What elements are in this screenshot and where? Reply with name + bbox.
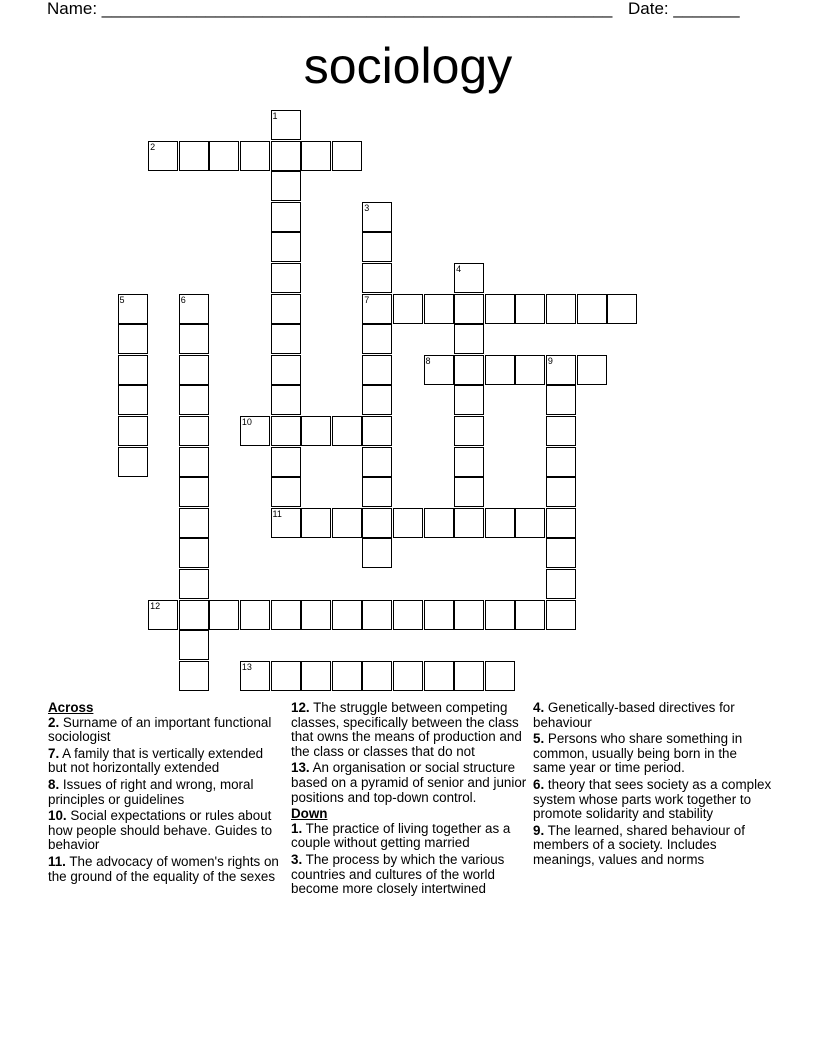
clue-text: The struggle between competing classes, specifically between the class that owns the means of production and the class or classes that do not	[291, 700, 522, 759]
grid-cell	[148, 600, 178, 630]
grid-cell	[179, 630, 209, 660]
grid-cell	[179, 324, 209, 354]
clue	[291, 761, 527, 805]
grid-cell	[332, 661, 362, 691]
clue-number: 2	[150, 141, 156, 152]
grid-cell	[362, 600, 392, 630]
across-heading: Across	[48, 700, 94, 715]
grid-cell	[424, 600, 454, 630]
grid-cell	[271, 171, 301, 201]
clue-num: 3.	[291, 851, 303, 867]
grid-cell	[454, 477, 484, 507]
grid-cell	[546, 416, 576, 446]
clue	[291, 822, 527, 851]
clue	[533, 701, 773, 730]
grid-cell	[179, 538, 209, 568]
grid-cell	[118, 447, 148, 477]
grid-cell	[179, 141, 209, 171]
clue	[533, 732, 773, 776]
clue-num: 4.	[533, 700, 545, 715]
clue	[48, 716, 284, 745]
grid-cell	[577, 355, 607, 385]
grid-cell	[546, 477, 576, 507]
clue-text: The advocacy of women's rights on the ground of the equality of the sexes	[48, 853, 279, 884]
grid-cell	[271, 263, 301, 293]
grid-cell	[424, 661, 454, 691]
grid-cell	[179, 569, 209, 599]
clue-number: 12	[150, 600, 161, 611]
grid-cell	[332, 416, 362, 446]
grid-cell	[332, 600, 362, 630]
clue-number: 6	[180, 294, 186, 305]
clue-num: 9.	[533, 822, 545, 838]
grid-cell	[301, 508, 331, 538]
grid-cell	[362, 263, 392, 293]
clue-num: 8.	[48, 776, 60, 792]
grid-cell	[118, 385, 148, 415]
clue-num: 1.	[291, 820, 303, 836]
grid-cell	[271, 141, 301, 171]
grid-cell	[362, 294, 392, 324]
clue	[48, 855, 284, 884]
clue-text: The learned, shared behaviour of members of a society. Includes meanings, values and norms	[533, 822, 745, 867]
grid-cell	[424, 294, 454, 324]
clue	[48, 778, 284, 807]
grid-cell	[393, 294, 423, 324]
clue	[48, 809, 284, 853]
grid-cell	[515, 294, 545, 324]
grid-cell	[546, 294, 576, 324]
grid-cell	[362, 447, 392, 477]
grid-cell	[332, 508, 362, 538]
grid-cell	[271, 416, 301, 446]
name-field: Name: ______________________________________________________	[47, 0, 613, 18]
grid-cell	[179, 355, 209, 385]
grid-cell	[454, 355, 484, 385]
clue-number: 9	[547, 355, 553, 366]
clues-column-3	[533, 701, 773, 870]
grid-cell	[424, 355, 454, 385]
clue-number: 4	[456, 264, 462, 274]
grid-cell	[362, 355, 392, 385]
grid-cell	[454, 447, 484, 477]
grid-cell	[271, 508, 301, 538]
grid-cell	[332, 141, 362, 171]
grid-cell	[118, 355, 148, 385]
clue-text: Issues of right and wrong, moral principles or guidelines	[48, 776, 254, 807]
grid-cell	[240, 661, 270, 691]
grid-cell	[485, 600, 515, 630]
clue	[291, 853, 527, 897]
grid-cell	[148, 141, 178, 171]
grid-cell	[271, 385, 301, 415]
clue-number: 1	[272, 111, 278, 121]
grid-cell	[271, 110, 301, 140]
grid-cell	[454, 508, 484, 538]
grid-cell	[301, 141, 331, 171]
grid-cell	[118, 294, 148, 324]
grid-cell	[271, 355, 301, 385]
grid-cell	[393, 508, 423, 538]
page-title: sociology	[303, 38, 513, 94]
grid-cell	[179, 477, 209, 507]
grid-cell	[515, 355, 545, 385]
clue-num: 7.	[48, 745, 60, 761]
grid-cell	[362, 508, 392, 538]
clue-list	[291, 701, 527, 805]
grid-cell	[362, 232, 392, 262]
grid-cell	[546, 600, 576, 630]
grid-cell	[577, 294, 607, 324]
clue-list	[291, 822, 527, 897]
grid-cell	[118, 324, 148, 354]
grid-cell	[271, 202, 301, 232]
clue-num: 10.	[48, 808, 67, 824]
clue-num: 12.	[291, 700, 310, 715]
clues-column-1	[48, 701, 284, 886]
grid-cell	[454, 661, 484, 691]
grid-cell	[240, 141, 270, 171]
grid-cell	[515, 508, 545, 538]
grid-cell	[546, 447, 576, 477]
clue	[291, 701, 527, 759]
grid-cell	[546, 385, 576, 415]
date-field: Date: _______	[628, 0, 740, 18]
clue-number: 7	[364, 294, 370, 305]
grid-cell	[271, 294, 301, 324]
grid-cell	[271, 477, 301, 507]
clue-num: 13.	[291, 760, 310, 776]
grid-cell	[301, 661, 331, 691]
clue-text: Social expectations or rules about how people should behave. Guides to behavior	[48, 808, 273, 853]
grid-cell	[362, 324, 392, 354]
grid-cell	[454, 385, 484, 415]
clue-number: 8	[425, 355, 431, 366]
grid-cell	[454, 324, 484, 354]
grid-cell	[240, 416, 270, 446]
grid-cell	[179, 416, 209, 446]
clue	[533, 824, 773, 868]
grid-cell	[179, 661, 209, 691]
grid-cell	[179, 294, 209, 324]
grid-cell	[607, 294, 637, 324]
clue-num: 5.	[533, 731, 545, 747]
clue-list	[533, 701, 773, 868]
grid-cell	[485, 294, 515, 324]
clue-text: An organisation or social structure based on a pyramid of senior and junior positions and top-down control.	[291, 760, 527, 805]
clue-text: Surname of an important functional sociologist	[48, 714, 272, 745]
grid-cell	[362, 202, 392, 232]
grid-cell	[485, 661, 515, 691]
grid-cell	[118, 416, 148, 446]
grid-cell	[485, 355, 515, 385]
grid-cell	[271, 600, 301, 630]
grid-cell	[362, 416, 392, 446]
grid-cell	[179, 508, 209, 538]
grid-cell	[393, 661, 423, 691]
grid-cell	[546, 508, 576, 538]
grid-cell	[240, 600, 270, 630]
grid-cell	[209, 141, 239, 171]
grid-cell	[546, 569, 576, 599]
clue-list	[48, 716, 284, 885]
clue-text: theory that sees society as a complex system whose parts work together to promote solidarity and stability	[533, 776, 772, 822]
clue-text: Persons who share something in common, usually being born in the same year or time period.	[533, 731, 743, 776]
grid-cell	[362, 385, 392, 415]
clue	[533, 778, 773, 822]
clue-text: The process by which the various countries and cultures of the world become more closely intertwined	[291, 851, 505, 897]
grid-cell	[271, 447, 301, 477]
grid-cell	[179, 600, 209, 630]
grid-cell	[515, 600, 545, 630]
grid-cell	[271, 661, 301, 691]
grid-cell	[179, 447, 209, 477]
grid-cell	[546, 355, 576, 385]
grid-cell	[393, 600, 423, 630]
grid-cell	[301, 600, 331, 630]
grid-cell	[271, 324, 301, 354]
clue-num: 11.	[48, 853, 66, 869]
clue-text: The practice of living together as a couple without getting married	[291, 820, 511, 851]
grid-cell	[424, 508, 454, 538]
clue-number: 5	[119, 294, 125, 305]
clue-num: 6.	[533, 776, 545, 792]
down-heading: Down	[291, 806, 328, 822]
clue-number: 10	[241, 417, 252, 427]
clue-number: 11	[272, 508, 282, 519]
grid-cell	[301, 416, 331, 446]
clues-column-2	[291, 701, 527, 899]
grid-cell	[454, 600, 484, 630]
grid-cell	[362, 477, 392, 507]
clue	[48, 747, 284, 776]
grid-cell	[362, 538, 392, 568]
grid-cell	[271, 232, 301, 262]
grid-cell	[362, 661, 392, 691]
clue-number: 13	[241, 661, 252, 672]
grid-cell	[179, 385, 209, 415]
grid-cell	[454, 294, 484, 324]
grid-cell	[485, 508, 515, 538]
clue-num: 2.	[48, 714, 60, 730]
grid-cell	[454, 416, 484, 446]
grid-cell	[454, 263, 484, 293]
grid-cell	[546, 538, 576, 568]
grid-cell	[209, 600, 239, 630]
clue-text: A family that is vertically extended but not horizontally extended	[48, 745, 264, 776]
clue-number: 3	[364, 202, 370, 213]
clue-text: Genetically-based directives for behaviour	[533, 700, 735, 730]
